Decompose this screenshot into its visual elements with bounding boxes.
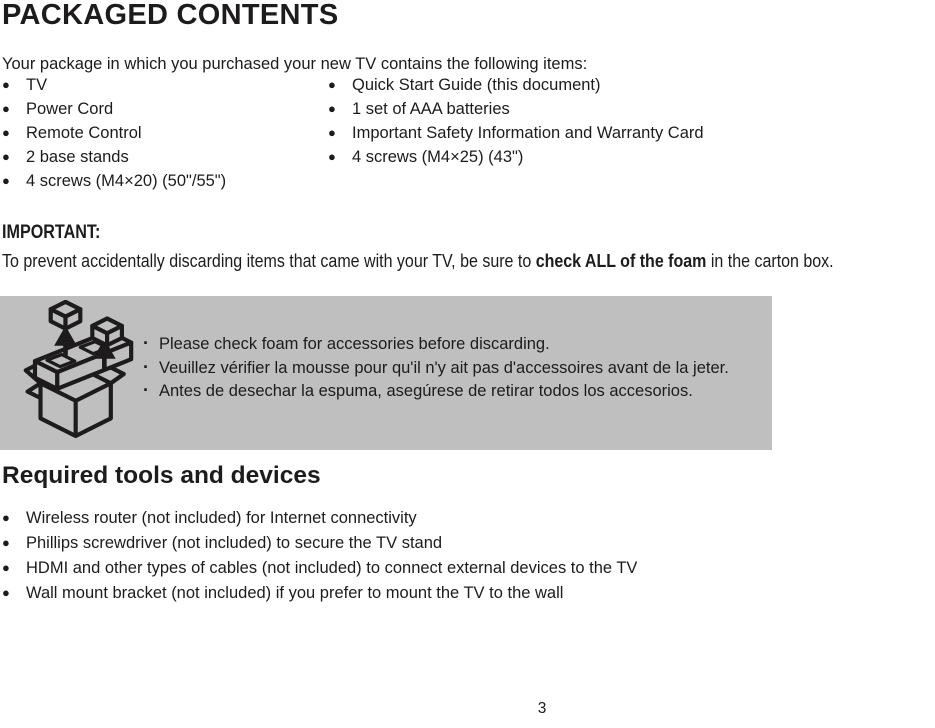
page-title: PACKAGED CONTENTS: [2, 0, 339, 31]
list-item: [2, 172, 226, 196]
list-item-text: Important Safety Information and Warranty Card: [352, 124, 704, 142]
list-item: [2, 100, 226, 124]
middle-dot-bullet-icon: ·: [143, 356, 149, 377]
list-item-text: 4 screws (M4×25) (43"): [352, 148, 524, 166]
bullet-icon: ●: [2, 77, 10, 92]
list-item: [2, 76, 226, 100]
packaged-items-right-column: [328, 76, 704, 172]
bullet-icon: ●: [328, 101, 336, 116]
list-item-text: Wall mount bracket (not included) if you prefer to mount the TV to the wall: [26, 584, 564, 602]
bullet-icon: ●: [2, 585, 10, 600]
important-text-after: in the carton box.: [706, 250, 834, 271]
foam-notice-box: [0, 296, 772, 450]
foam-notice-line-text: Please check foam for accessories before discarding.: [159, 335, 550, 353]
list-item: [2, 534, 637, 559]
foam-notice-line: [143, 380, 729, 404]
middle-dot-bullet-icon: ·: [143, 380, 149, 400]
bullet-icon: ●: [2, 173, 10, 188]
list-item: [2, 559, 637, 584]
foam-carton-icon: [14, 300, 154, 448]
list-item-text: Quick Start Guide (this document): [352, 76, 601, 94]
tools-section-title: Required tools and devices: [2, 462, 321, 489]
list-item-text: 2 base stands: [26, 148, 129, 166]
middle-dot-bullet-icon: ·: [143, 333, 149, 353]
list-item-text: Power Cord: [26, 100, 114, 118]
list-item: [328, 124, 704, 148]
intro-text: Your package in which you purchased your new TV contains the following items:: [2, 55, 588, 73]
important-text-bold: check ALL of the foam: [535, 250, 707, 271]
list-item-text: HDMI and other types of cables (not included) to connect external devices to the TV: [26, 559, 638, 577]
list-item-text: Phillips screwdriver (not included) to secure the TV stand: [26, 534, 443, 552]
list-item-text: 1 set of AAA batteries: [352, 100, 510, 118]
foam-notice-line-text: Veuillez vérifier la mousse pour qu'il n'y ait pas d'accessoires avant de la jeter.: [159, 358, 729, 377]
bullet-icon: ●: [328, 125, 336, 140]
list-item-text: 4 screws (M4×20) (50"/55"): [26, 172, 227, 190]
bullet-icon: ●: [2, 510, 10, 525]
list-item: [2, 509, 637, 534]
packaged-items-left-list: [2, 76, 226, 196]
foam-notice-line-text: Antes de desechar la espuma, asegúrese de retirar todos los accesorios.: [159, 382, 693, 400]
important-text-before: To prevent accidentally discarding items that came with your TV, be sure to: [2, 250, 536, 271]
list-item-text: Remote Control: [26, 124, 142, 142]
packaged-items-right-list: [328, 76, 704, 172]
foam-notice-list: [143, 333, 729, 404]
tools-list: [2, 509, 637, 609]
foam-notice-line: [143, 333, 729, 357]
list-item: [328, 148, 704, 172]
bullet-icon: ●: [2, 101, 10, 116]
list-item-text: TV: [26, 76, 48, 94]
foam-notice-line: [143, 357, 729, 381]
important-paragraph: [2, 250, 834, 272]
foam-notice-text: [143, 333, 729, 404]
list-item: [2, 148, 226, 172]
bullet-icon: ●: [328, 149, 336, 164]
list-item: [2, 124, 226, 148]
bullet-icon: ●: [2, 535, 10, 550]
list-item-text: Wireless router (not included) for Internet connectivity: [26, 509, 417, 527]
list-item: [328, 100, 704, 124]
list-item: [2, 584, 637, 609]
bullet-icon: ●: [2, 149, 10, 164]
bullet-icon: ●: [328, 77, 336, 92]
important-heading: IMPORTANT:: [2, 222, 101, 243]
tools-section: [2, 509, 637, 609]
bullet-icon: ●: [2, 560, 10, 575]
list-item: [328, 76, 704, 100]
bullet-icon: ●: [2, 125, 10, 140]
page-number: 3: [537, 700, 547, 717]
packaged-items-left-column: [2, 76, 226, 196]
